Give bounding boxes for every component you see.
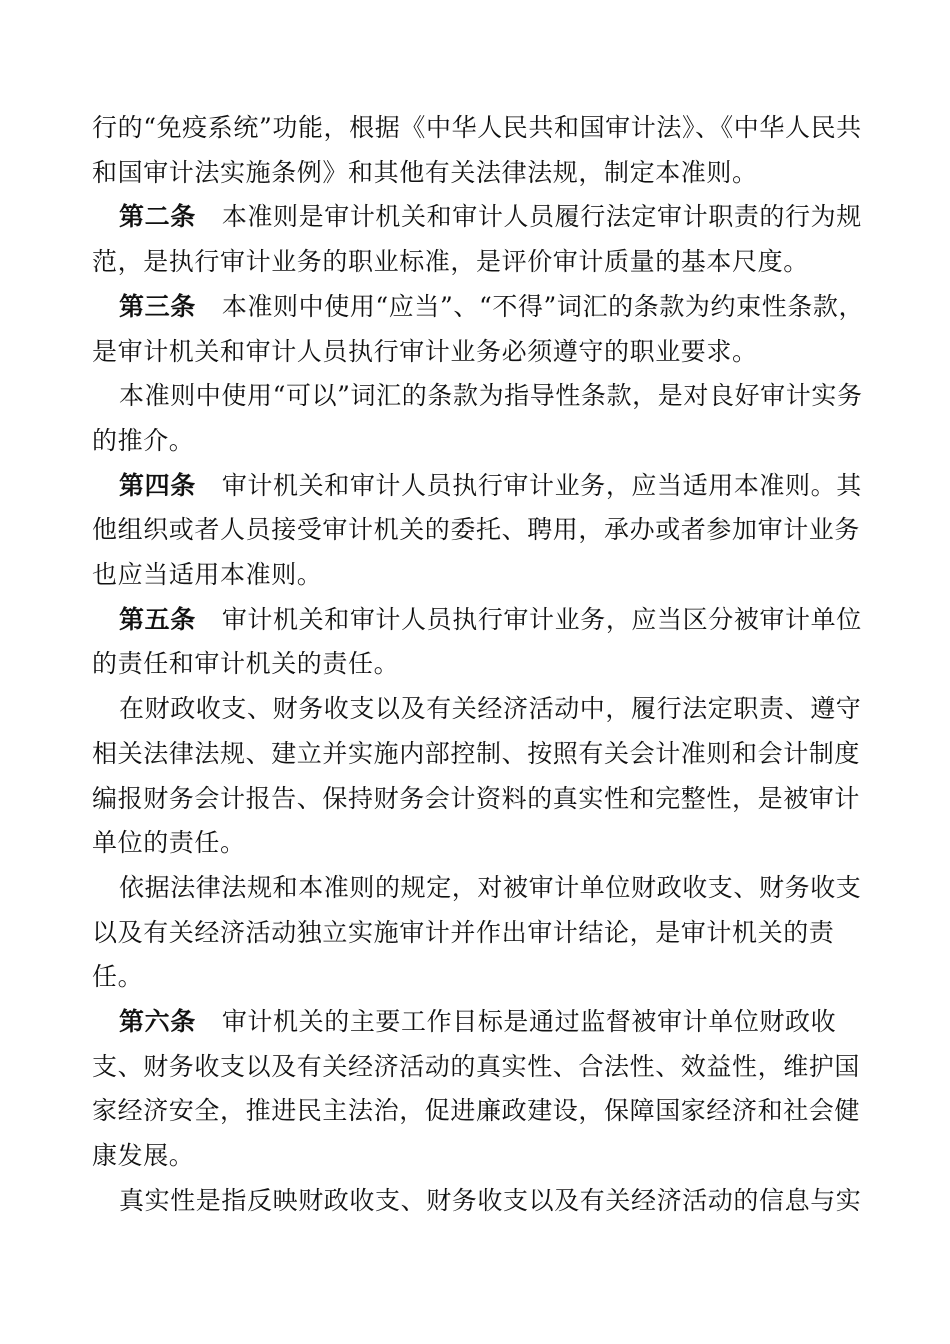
article-number: 第三条: [119, 291, 196, 321]
paragraph-text: 在财政收支、财务收支以及有关经济活动中，履行法定职责、遵守相关法律法规、建立并实施内部控制、按照有关会计准则和会计制度编报财务会计报告、保持财务会计资料的真实性和完整性，是被审计单位的责任。: [92, 694, 862, 858]
article-5: [92, 598, 872, 687]
paragraph-text: 本准则中使用“可以”词汇的条款为指导性条款，是对良好审计实务的推介。: [92, 381, 863, 455]
article-2: [92, 195, 872, 284]
article-text: 审计机关和审计人员执行审计业务，应当区分被审计单位的责任和审计机关的责任。: [92, 604, 862, 679]
paragraph-continuation: [92, 106, 872, 195]
paragraph-guidance: [92, 374, 872, 463]
paragraph-authenticity: [92, 1179, 872, 1224]
paragraph-audit-office-responsibility: [92, 866, 872, 1000]
article-number: 第二条: [119, 202, 196, 232]
paragraph-text: 依据法律法规和本准则的规定，对被审计单位财政收支、财务收支以及有关经济活动独立实施审计并作出审计结论，是审计机关的责任。: [92, 872, 862, 992]
article-text: 本准则中使用“应当”、“不得”词汇的条款为约束性条款，是审计机关和审计人员执行审计业务必须遵守的职业要求。: [92, 291, 865, 366]
article-6: [92, 1000, 872, 1179]
article-3: [92, 285, 872, 374]
article-number: 第六条: [119, 1007, 196, 1037]
article-number: 第五条: [119, 604, 196, 634]
paragraph-text: 真实性是指反映财政收支、财务收支以及有关经济活动的信息与实: [119, 1185, 862, 1215]
document-body: [92, 106, 872, 1224]
article-text: 本准则是审计机关和审计人员履行法定审计职责的行为规范，是执行审计业务的职业标准，是评价审计质量的基本尺度。: [92, 202, 862, 277]
article-text: 审计机关和审计人员执行审计业务，应当适用本准则。其他组织或者人员接受审计机关的委托、聘用，承办或者参加审计业务也应当适用本准则。: [92, 470, 862, 590]
article-text: 审计机关的主要工作目标是通过监督被审计单位财政收支、财务收支以及有关经济活动的真实性、合法性、效益性，维护国家经济安全，推进民主法治，促进廉政建设，保障国家经济和社会健康发展。: [92, 1007, 861, 1171]
paragraph-text: 行的“免疫系统”功能，根据《中华人民共和国审计法》、《中华人民共和国审计法实施条例》和其他有关法律法规，制定本准则。: [92, 113, 862, 187]
article-number: 第四条: [119, 470, 196, 500]
paragraph-audited-unit-responsibility: [92, 687, 872, 866]
article-4: [92, 464, 872, 598]
